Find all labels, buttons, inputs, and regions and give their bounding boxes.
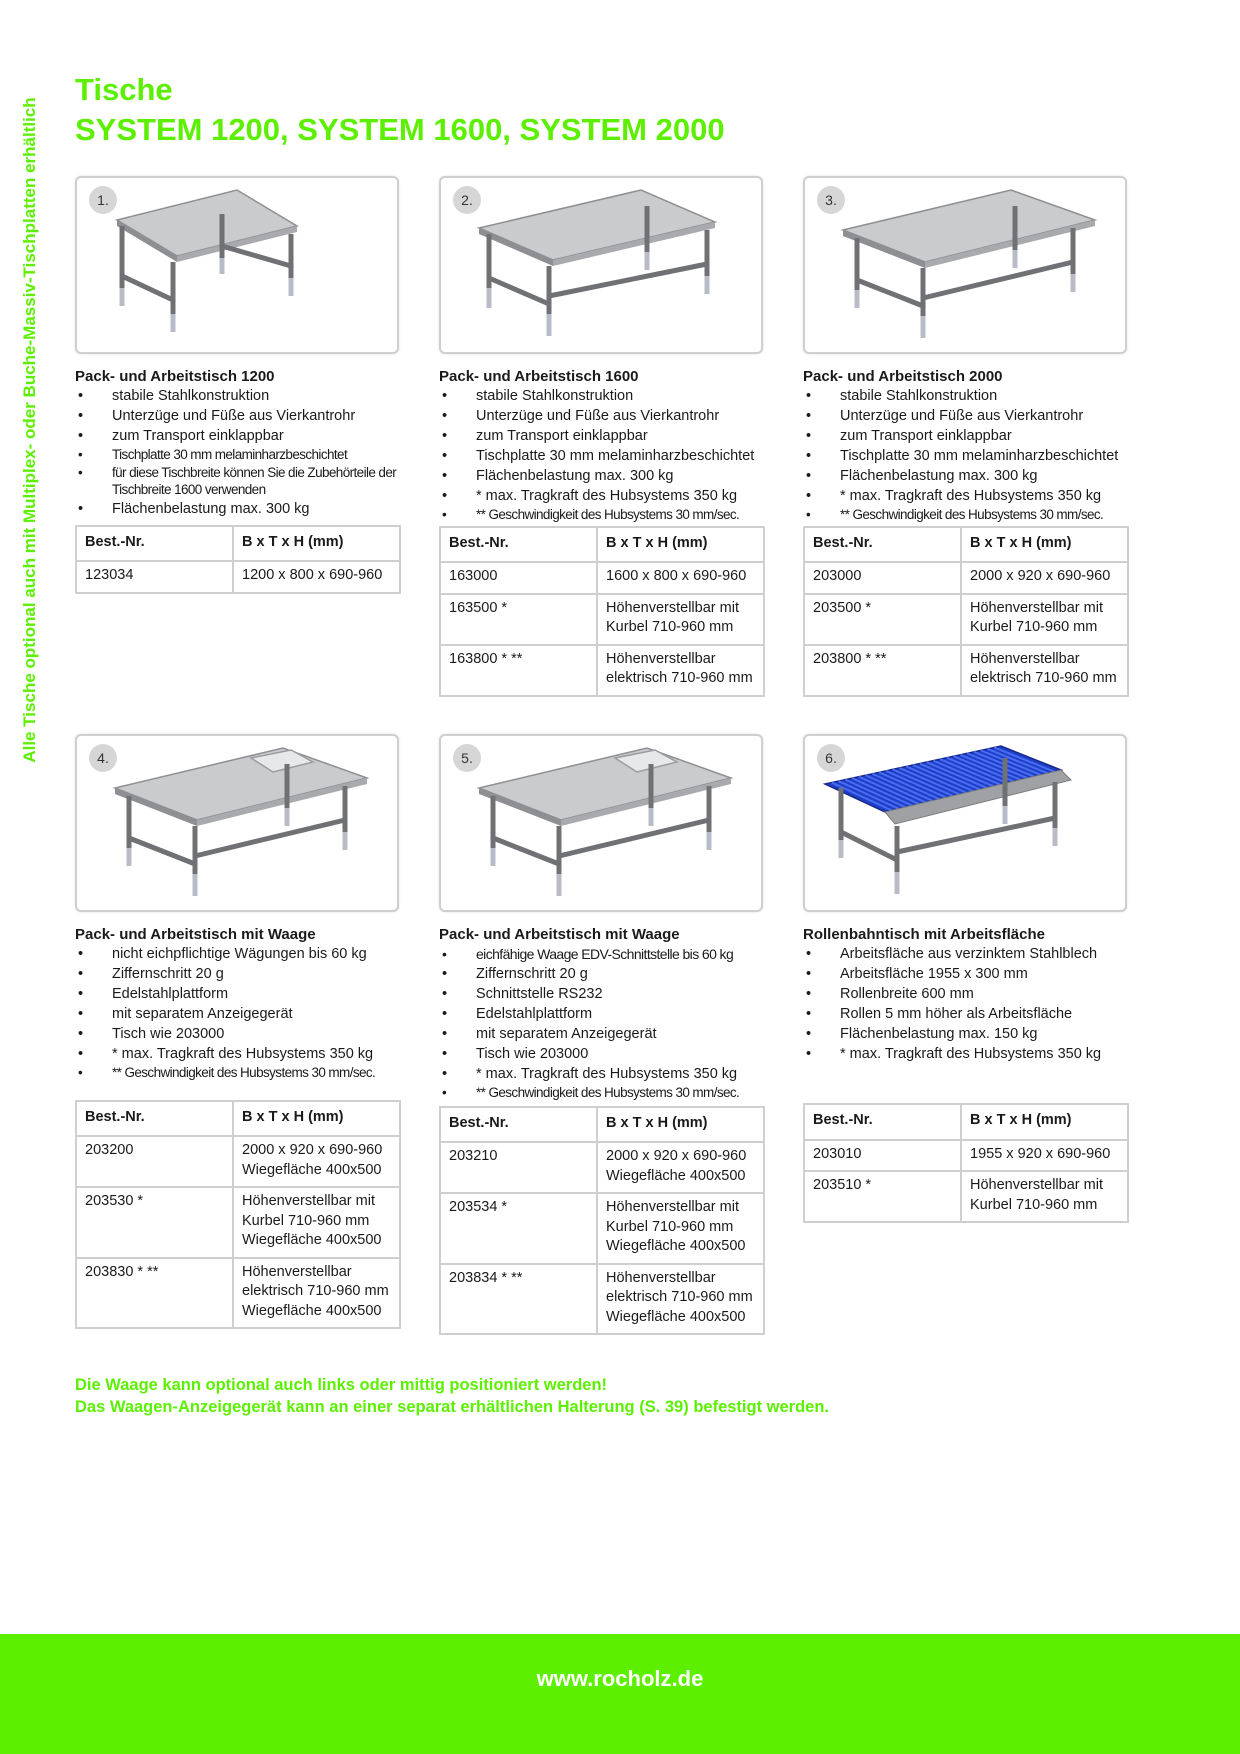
feature-item: • Flächenbelastung max. 300 kg xyxy=(439,466,771,486)
cell-nr: 163000 xyxy=(440,562,597,594)
cell-dim: Höhenverstellbar mit Kurbel 710-960 mm Wiegefläche 400x500 xyxy=(597,1193,764,1264)
footer-bar xyxy=(0,1634,1240,1754)
product-card xyxy=(75,176,407,594)
product-image xyxy=(75,734,399,912)
feature-item: • Rollenbreite 600 mm xyxy=(803,984,1135,1004)
table-row xyxy=(804,645,1128,696)
product-number-badge: 4. xyxy=(89,744,117,772)
cell-dim: Höhenverstellbar elektrisch 710-960 mm Wiegefläche 400x500 xyxy=(597,1264,764,1335)
product-card xyxy=(439,176,771,697)
cell-dim: 2000 x 920 x 690-960 Wiegefläche 400x500 xyxy=(233,1136,400,1187)
feature-item: • für diese Tischbreite können Sie die Zubehörteile der Tischbreite 1600 verwenden xyxy=(75,464,407,499)
feature-item: • Tisch wie 203000 xyxy=(439,1044,771,1064)
feature-item: • Ziffernschritt 20 g xyxy=(75,964,407,984)
table-illustration xyxy=(77,736,397,910)
col-header-nr: Best.-Nr. xyxy=(76,1101,233,1137)
col-header-dim: B x T x H (mm) xyxy=(961,1104,1128,1140)
cell-dim: 1200 x 800 x 690-960 xyxy=(233,561,400,593)
feature-item: • eichfähige Waage EDV-Schnittstelle bis 60 kg xyxy=(439,944,771,964)
feature-item: • Unterzüge und Füße aus Vierkantrohr xyxy=(439,406,771,426)
feature-item: • Arbeitsfläche 1955 x 300 mm xyxy=(803,964,1135,984)
feature-item: • Arbeitsfläche aus verzinktem Stahlblech xyxy=(803,944,1135,964)
feature-item: • Flächenbelastung max. 300 kg xyxy=(75,499,407,519)
table-row xyxy=(76,1187,400,1258)
feature-item: • Edelstahlplattform xyxy=(75,984,407,1004)
feature-item: • * max. Tragkraft des Hubsystems 350 kg xyxy=(439,486,771,506)
table-row xyxy=(76,561,400,593)
cell-dim: Höhenverstellbar mit Kurbel 710-960 mm Wiegefläche 400x500 xyxy=(233,1187,400,1258)
cell-nr: 203834 * ** xyxy=(440,1264,597,1335)
spec-table xyxy=(439,526,765,697)
cell-nr: 123034 xyxy=(76,561,233,593)
spec-table xyxy=(75,1100,401,1330)
product-card xyxy=(803,176,1135,697)
table-illustration xyxy=(805,178,1125,352)
cell-dim: 2000 x 920 x 690-960 Wiegefläche 400x500 xyxy=(597,1142,764,1193)
cell-nr: 163800 * ** xyxy=(440,645,597,696)
product-image xyxy=(439,734,763,912)
cell-nr: 203200 xyxy=(76,1136,233,1187)
product-image xyxy=(803,176,1127,354)
feature-list xyxy=(439,944,771,1102)
product-title: Pack- und Arbeitstisch mit Waage xyxy=(439,926,680,943)
product-title: Pack- und Arbeitstisch 1200 xyxy=(75,368,275,385)
table-row xyxy=(804,1171,1128,1222)
page-title xyxy=(75,70,725,150)
cell-dim: Höhenverstellbar elektrisch 710-960 mm xyxy=(961,645,1128,696)
product-number-badge: 1. xyxy=(89,186,117,214)
feature-item: • mit separatem Anzeigegerät xyxy=(75,1004,407,1024)
spec-table xyxy=(803,526,1129,697)
table-row xyxy=(440,594,764,645)
product-image xyxy=(75,176,399,354)
table-row xyxy=(804,1140,1128,1172)
positioning-note xyxy=(75,1374,829,1418)
feature-item: • Tischplatte 30 mm melaminharzbeschichtet xyxy=(439,446,771,466)
feature-list xyxy=(803,944,1135,1064)
table-illustration xyxy=(441,178,761,352)
cell-dim: Höhenverstellbar mit Kurbel 710-960 mm xyxy=(961,594,1128,645)
table-row xyxy=(440,1264,764,1335)
feature-item: • Edelstahlplattform xyxy=(439,1004,771,1024)
title-line-2: SYSTEM 1200, SYSTEM 1600, SYSTEM 2000 xyxy=(75,112,725,147)
table-header-row xyxy=(804,1104,1128,1140)
note-line-1: Die Waage kann optional auch links oder mittig positioniert werden! xyxy=(75,1376,608,1394)
product-card xyxy=(803,734,1135,1223)
product-title: Pack- und Arbeitstisch mit Waage xyxy=(75,926,316,943)
col-header-nr: Best.-Nr. xyxy=(76,526,233,562)
feature-item: • * max. Tragkraft des Hubsystems 350 kg xyxy=(803,486,1135,506)
feature-item: • Schnittstelle RS232 xyxy=(439,984,771,1004)
cell-nr: 203534 * xyxy=(440,1193,597,1264)
feature-item: • Tischplatte 30 mm melaminharzbeschichtet xyxy=(75,446,407,464)
table-header-row xyxy=(440,1107,764,1143)
product-image xyxy=(803,734,1127,912)
table-row xyxy=(440,562,764,594)
feature-item: • ** Geschwindigkeit des Hubsystems 30 mm/sec. xyxy=(803,506,1135,524)
feature-list xyxy=(75,944,407,1082)
table-illustration xyxy=(441,736,761,910)
feature-item: • Tischplatte 30 mm melaminharzbeschichtet xyxy=(803,446,1135,466)
cell-nr: 203010 xyxy=(804,1140,961,1172)
cell-dim: 1600 x 800 x 690-960 xyxy=(597,562,764,594)
cell-nr: 203210 xyxy=(440,1142,597,1193)
col-header-nr: Best.-Nr. xyxy=(440,1107,597,1143)
cell-dim: Höhenverstellbar mit Kurbel 710-960 mm xyxy=(961,1171,1128,1222)
table-row xyxy=(440,1193,764,1264)
feature-item: • * max. Tragkraft des Hubsystems 350 kg xyxy=(439,1064,771,1084)
side-note-vertical: Alle Tische optional auch mit Multiplex- oder Buche-Massiv-Tischplatten erhältlich xyxy=(20,97,39,763)
col-header-dim: B x T x H (mm) xyxy=(961,527,1128,563)
cell-nr: 203530 * xyxy=(76,1187,233,1258)
table-row xyxy=(76,1136,400,1187)
cell-dim: Höhenverstellbar elektrisch 710-960 mm xyxy=(597,645,764,696)
table-row xyxy=(804,562,1128,594)
cell-nr: 203000 xyxy=(804,562,961,594)
feature-item: • Flächenbelastung max. 300 kg xyxy=(803,466,1135,486)
feature-item: • stabile Stahlkonstruktion xyxy=(75,386,407,406)
cell-nr: 203800 * ** xyxy=(804,645,961,696)
feature-item: • ** Geschwindigkeit des Hubsystems 30 mm/sec. xyxy=(439,1084,771,1102)
product-title: Rollenbahntisch mit Arbeitsfläche xyxy=(803,926,1045,943)
feature-item: • nicht eichpflichtige Wägungen bis 60 kg xyxy=(75,944,407,964)
feature-item: • stabile Stahlkonstruktion xyxy=(439,386,771,406)
website-link[interactable]: www.rocholz.de xyxy=(536,1666,704,1691)
product-title: Pack- und Arbeitstisch 2000 xyxy=(803,368,1003,385)
feature-item: • Unterzüge und Füße aus Vierkantrohr xyxy=(75,406,407,426)
col-header-nr: Best.-Nr. xyxy=(804,1104,961,1140)
feature-item: • stabile Stahlkonstruktion xyxy=(803,386,1135,406)
product-number-badge: 6. xyxy=(817,744,845,772)
spec-table xyxy=(803,1103,1129,1223)
col-header-dim: B x T x H (mm) xyxy=(597,527,764,563)
note-line-2: Das Waagen-Anzeigegerät kann an einer separat erhältlichen Halterung (S. 39) befestigt werden. xyxy=(75,1398,830,1416)
table-row xyxy=(440,645,764,696)
table-header-row xyxy=(804,527,1128,563)
product-card xyxy=(75,734,407,1329)
table-header-row xyxy=(440,527,764,563)
product-number-badge: 2. xyxy=(453,186,481,214)
feature-item: • ** Geschwindigkeit des Hubsystems 30 mm/sec. xyxy=(439,506,771,524)
feature-item: • zum Transport einklappbar xyxy=(439,426,771,446)
product-number-badge: 3. xyxy=(817,186,845,214)
product-image xyxy=(439,176,763,354)
title-line-1: Tische xyxy=(75,72,173,107)
col-header-dim: B x T x H (mm) xyxy=(233,526,400,562)
spec-table xyxy=(439,1106,765,1336)
product-title: Pack- und Arbeitstisch 1600 xyxy=(439,368,639,385)
cell-dim: Höhenverstellbar elektrisch 710-960 mm Wiegefläche 400x500 xyxy=(233,1258,400,1329)
table-header-row xyxy=(76,526,400,562)
feature-list xyxy=(803,386,1135,524)
feature-item: • zum Transport einklappbar xyxy=(75,426,407,446)
table-row xyxy=(76,1258,400,1329)
feature-item: • zum Transport einklappbar xyxy=(803,426,1135,446)
feature-item: • Ziffernschritt 20 g xyxy=(439,964,771,984)
col-header-nr: Best.-Nr. xyxy=(804,527,961,563)
roller-table-illustration xyxy=(805,736,1125,910)
table-row xyxy=(804,594,1128,645)
feature-item: • Unterzüge und Füße aus Vierkantrohr xyxy=(803,406,1135,426)
cell-nr: 203500 * xyxy=(804,594,961,645)
table-row xyxy=(440,1142,764,1193)
table-header-row xyxy=(76,1101,400,1137)
feature-item: • Tisch wie 203000 xyxy=(75,1024,407,1044)
col-header-dim: B x T x H (mm) xyxy=(233,1101,400,1137)
col-header-dim: B x T x H (mm) xyxy=(597,1107,764,1143)
feature-item: • Rollen 5 mm höher als Arbeitsfläche xyxy=(803,1004,1135,1024)
cell-nr: 203510 * xyxy=(804,1171,961,1222)
cell-nr: 203830 * ** xyxy=(76,1258,233,1329)
cell-dim: 1955 x 920 x 690-960 xyxy=(961,1140,1128,1172)
feature-item: • * max. Tragkraft des Hubsystems 350 kg xyxy=(75,1044,407,1064)
feature-item: • Flächenbelastung max. 150 kg xyxy=(803,1024,1135,1044)
product-card xyxy=(439,734,771,1335)
cell-nr: 163500 * xyxy=(440,594,597,645)
cell-dim: 2000 x 920 x 690-960 xyxy=(961,562,1128,594)
cell-dim: Höhenverstellbar mit Kurbel 710-960 mm xyxy=(597,594,764,645)
feature-list xyxy=(75,386,407,519)
product-number-badge: 5. xyxy=(453,744,481,772)
feature-item: • * max. Tragkraft des Hubsystems 350 kg xyxy=(803,1044,1135,1064)
col-header-nr: Best.-Nr. xyxy=(440,527,597,563)
feature-item: • ** Geschwindigkeit des Hubsystems 30 mm/sec. xyxy=(75,1064,407,1082)
feature-item: • mit separatem Anzeigegerät xyxy=(439,1024,771,1044)
table-illustration xyxy=(77,178,397,352)
spec-table xyxy=(75,525,401,594)
feature-list xyxy=(439,386,771,524)
